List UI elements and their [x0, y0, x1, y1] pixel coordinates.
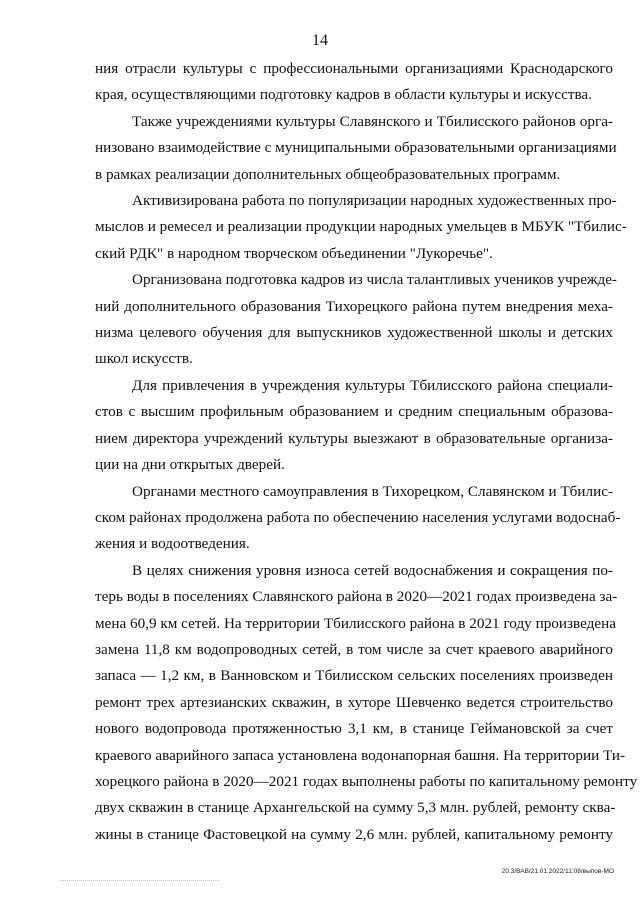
text-line: ском районах продолжена работа по обеспечению населения услугами водоснаб- — [95, 508, 621, 526]
text-line: жины в станице Фастовецкой на сумму 2,6 млн. рублей, капитальному ремонту — [95, 825, 613, 843]
text-line: мыслов и ремесел и реализации продукции народных умельцев в МБУК "Тбилис- — [95, 218, 627, 236]
text-line: низовано взаимодействие с муниципальными образовательными организациями — [95, 139, 617, 157]
text-line: Организована подготовка кадров из числа талантливых учеников учрежде- — [132, 271, 617, 289]
text-line: ний дополнительного образования Тихорецкого района путем внедрения меха- — [95, 297, 613, 315]
document-footer-code: 20.3/ВАВ/21.01.2022/11:08/выпов-МО — [501, 868, 614, 875]
text-line: двух скважин в станице Архангельской на сумму 5,3 млн. рублей, ремонту сква- — [95, 799, 616, 817]
text-line: школ искусств. — [95, 350, 193, 368]
text-line: хорецкого района в 2020—2021 годах выполнены работы по капитальному ремонту — [95, 772, 638, 790]
text-line: ремонт трех артезианских скважин, в хуторе Шевченко ведется строительство — [95, 693, 613, 711]
text-line: Активизирована работа по популяризации народных художественных про- — [132, 192, 617, 210]
paragraph — [95, 479, 621, 558]
page-number: 14 — [312, 32, 328, 49]
text-line: запаса — 1,2 км, в Ванновском и Тбилисском сельских поселениях произведен — [95, 667, 613, 685]
text-line: ния отрасли культуры с профессиональными организациями Краснодарского — [95, 60, 613, 77]
text-line: Органами местного самоуправления в Тихорецком, Славянском и Тбилис- — [132, 482, 614, 500]
text-line: стов с высшим профильным образованием и средним специальным образова- — [95, 403, 613, 421]
text-line: нового водопровода протяженностью 3,1 км, в станице Геймановской за счет — [95, 720, 613, 738]
text-line: терь воды в поселениях Славянского района в 2020—2021 годах произведена за- — [95, 588, 618, 606]
text-line: Также учреждениями культуры Славянского и Тбилисского районов орга- — [132, 112, 613, 130]
paragraph — [95, 188, 627, 267]
paragraph — [95, 373, 613, 479]
text-line: жения и водоотведения. — [95, 535, 250, 553]
text-line: В целях снижения уровня износа сетей водоснабжения и сокращения по- — [132, 561, 613, 579]
text-line: ции на дни открытых дверей. — [95, 456, 285, 474]
text-line: низма целевого обучения для выпускников художественной школы и детских — [95, 324, 613, 342]
paragraph — [95, 558, 638, 848]
document-body — [95, 56, 638, 848]
text-line: нием директора учреждений культуры выезжают в образовательные организа- — [95, 429, 613, 447]
scan-artifact-line — [60, 880, 220, 883]
paragraph — [95, 56, 613, 109]
text-line: края, осуществляющими подготовку кадров в области культуры и искусства. — [95, 86, 592, 104]
text-line: в рамках реализации дополнительных общеобразовательных программ. — [95, 165, 561, 183]
text-line: мена 60,9 км сетей. На территории Тбилисского района в 2021 году произведена — [95, 614, 616, 632]
text-line: Для привлечения в учреждения культуры Тбилисского района специали- — [132, 376, 613, 394]
paragraph — [95, 267, 617, 373]
paragraph — [95, 109, 617, 188]
text-line: краевого аварийного запаса установлена водонапорная башня. На территории Ти- — [95, 746, 626, 764]
text-line: замена 11,8 км водопроводных сетей, в том числе за счет краевого аварийного — [95, 640, 613, 658]
text-line: ский РДК" в народном творческом объединении "Лукоречье". — [95, 244, 493, 262]
